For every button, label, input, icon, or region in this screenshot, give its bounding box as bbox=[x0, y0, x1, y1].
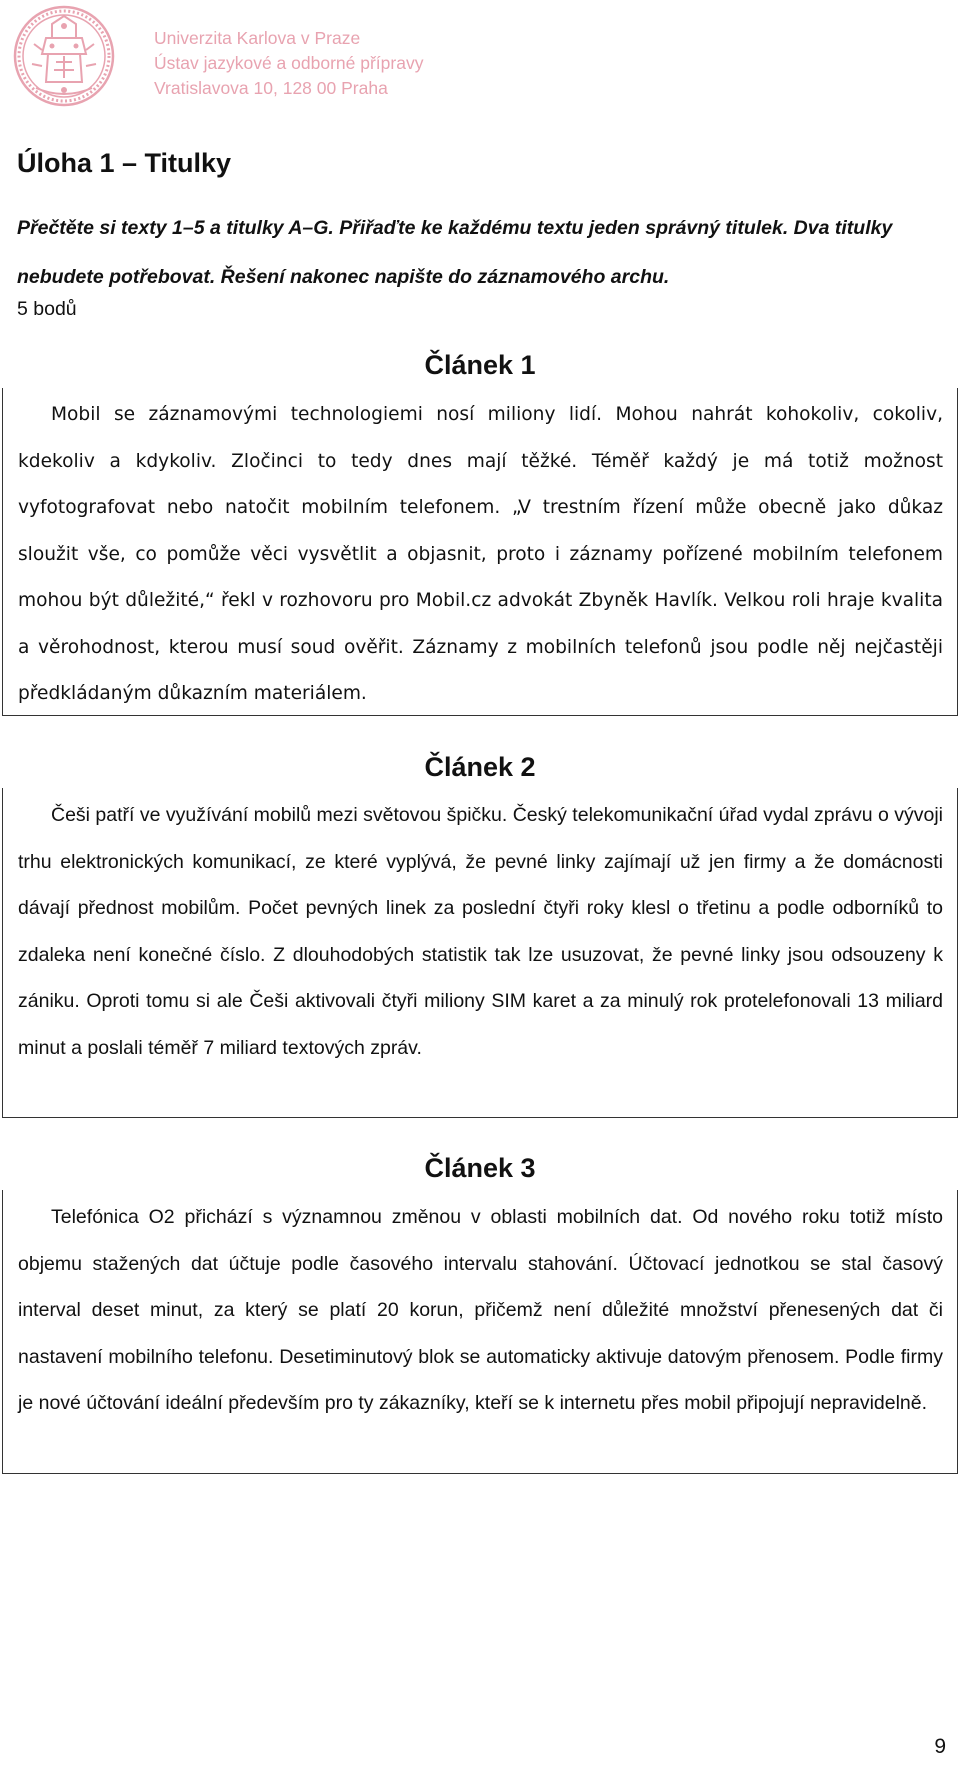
article-1-box bbox=[2, 388, 958, 716]
task-instructions: Přečtěte si texty 1–5 a titulky A–G. Přiřaďte ke každému textu jeden správný titulek. Dva titulky nebudete potřebovat. Řešení nakonec napište do záznamového archu. bbox=[17, 217, 893, 288]
article-3-box bbox=[2, 1190, 958, 1474]
article-3-text: Telefónica O2 přichází s významnou změnou v oblasti mobilních dat. Od nového roku totiž místo objemu stažených dat účtuje podle časového intervalu stahování. Účtovací jednotkou se stal časový interval deset minut, za který se platí 20 korun, přičemž není důležité množství přenesených dat či nastavení mobilního telefonu. Desetiminutový blok se automaticky aktivuje datovým přenosem. Podle firmy je nové účtování ideální především pro ty zákazníky, kteří se k internetu přes mobil připojují nepravidelně. bbox=[18, 1206, 943, 1414]
institution-address bbox=[154, 26, 423, 101]
task-title: Úloha 1 – Titulky bbox=[17, 148, 232, 178]
article-1-title: Článek 1 bbox=[424, 350, 536, 380]
page-number: 9 bbox=[934, 1735, 946, 1758]
article-2-title: Článek 2 bbox=[424, 752, 536, 782]
street-address: Vratislavova 10, 128 00 Praha bbox=[154, 78, 388, 98]
task-points: 5 bodů bbox=[17, 298, 77, 320]
article-2-text: Češi patří ve využívání mobilů mezi světovou špičku. Český telekomunikační úřad vydal zprávu o vývoji trhu elektronických komunikací, ze které vyplývá, že pevné linky zajímají už jen firmy a že domácnosti dávají přednost mobilům. Počet pevných linek za poslední čtyři roky klesl o třetinu a podle odborníků to zdaleka není konečné číslo. Z dlouhodobých statistik tak lze usuzovat, že pevné linky jsou odsouzeny k zániku. Oproti tomu si ale Češi aktivovali čtyři miliony SIM karet a za minulý rok protelefonovali 13 miliard minut a poslali téměř 7 miliard textových zpráv. bbox=[18, 804, 943, 1059]
article-2-box bbox=[2, 788, 958, 1118]
institution-name: Univerzita Karlova v Praze bbox=[154, 28, 361, 48]
university-seal-icon bbox=[12, 4, 116, 116]
letterhead bbox=[12, 4, 532, 116]
article-1-text: Mobil se záznamovými technologiemi nosí miliony lidí. Mohou nahrát kohokoliv, cokoliv, kdekoliv a kdykoliv. Zločinci to tedy dnes mají těžké. Téměř každý je má totiž možnost vyfotografovat nebo natočit mobilním telefonem. „V trestním řízení může obecně jako důkaz sloužit vše, co pomůže věci vysvětlit a objasnit, proto i záznamy pořízené mobilním telefonem mohou být důležité,“ řekl v rozhovoru pro Mobil.cz advokát Zbyněk Havlík. Velkou roli hraje kvalita a věrohodnost, kterou musí soud ověřit. Záznamy z mobilních telefonů jsou podle něj nejčastěji předkládaným důkazním materiálem. bbox=[18, 404, 943, 704]
article-3-title: Článek 3 bbox=[424, 1153, 536, 1183]
institute-name: Ústav jazykové a odborné přípravy bbox=[154, 53, 424, 73]
